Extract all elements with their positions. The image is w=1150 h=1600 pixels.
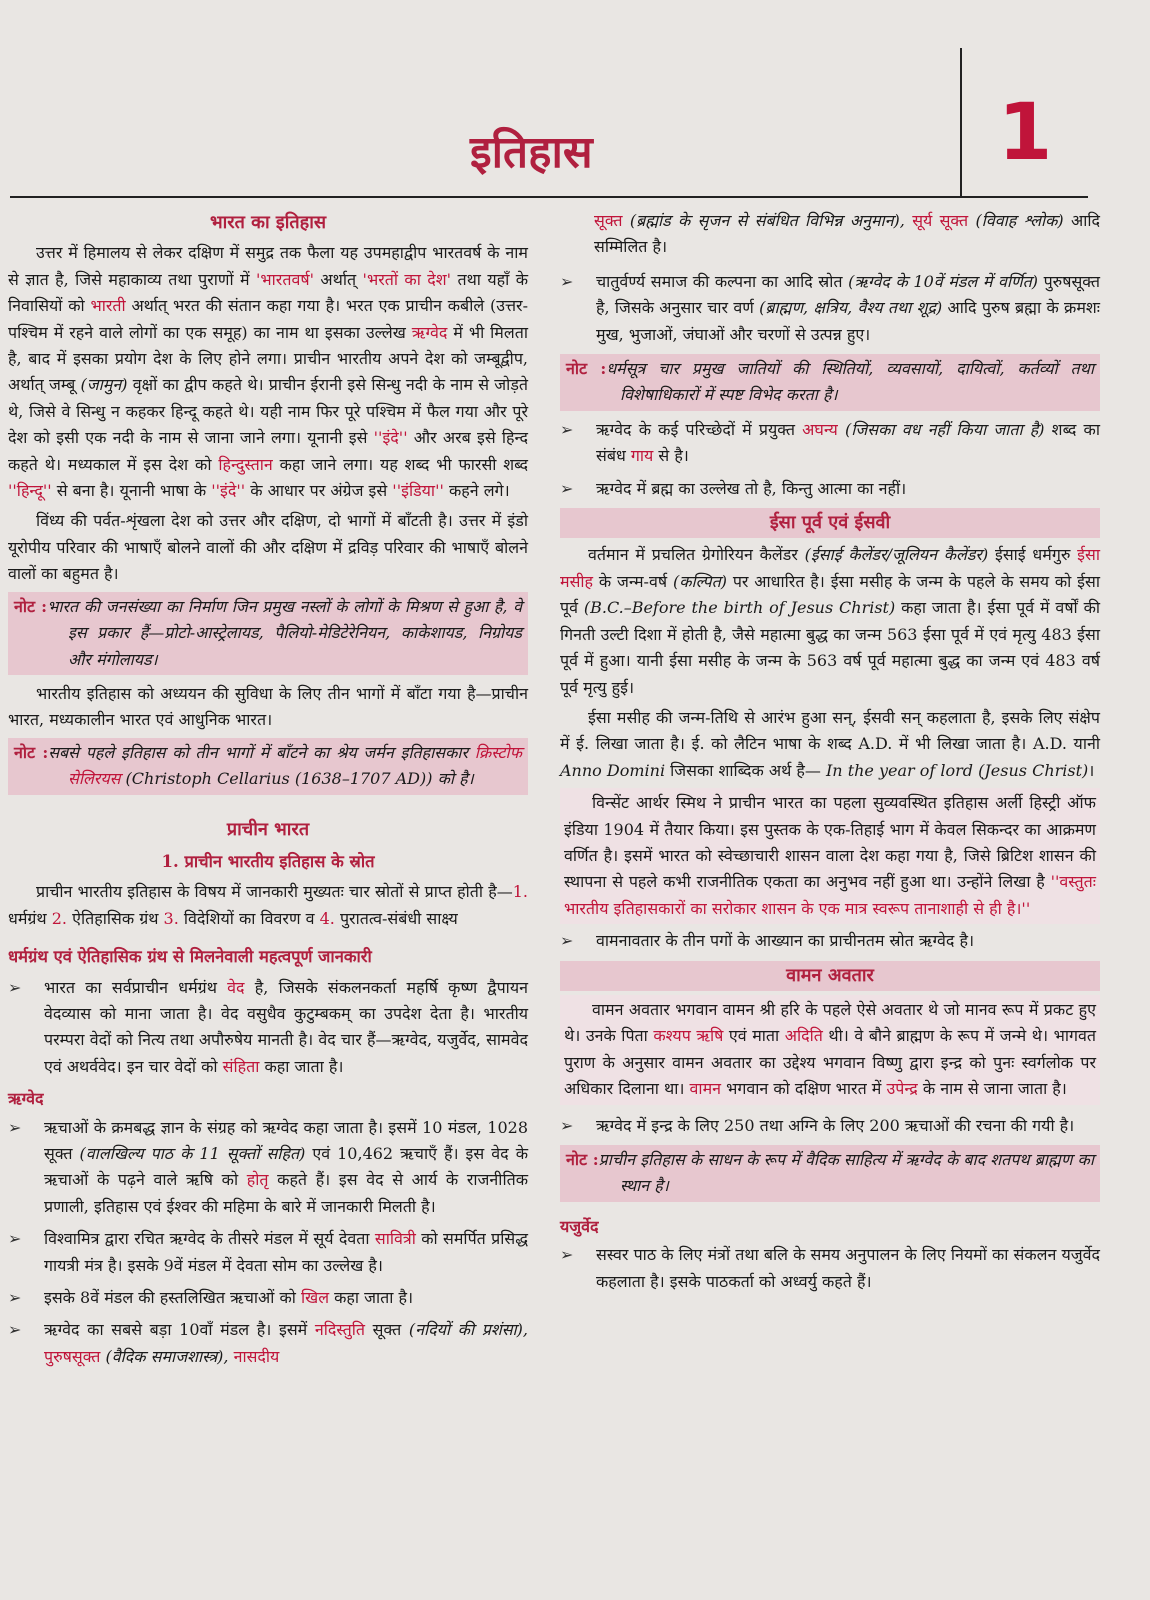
paragraph-three-parts: भारतीय इतिहास को अध्ययन की सुविधा के लिए तीन भागों में बाँटा गया है—प्राचीन भारत, मध्यकालीन भारत एवं आधुनिक भारत। <box>8 683 528 730</box>
subheading-rigveda: ऋग्वेद <box>8 1089 44 1109</box>
list-item: ➢ सस्वर पाठ के लिए मंत्रों तथा बलि के समय अनुपालन के लिए नियमों का संकलन यजुर्वेद कहलाता है। इसके पाठकर्ता को अध्वर्यु कहते हैं। <box>560 1242 1100 1295</box>
section-heading-bharat-ka-itihas: भारत का इतिहास <box>209 212 327 233</box>
list-item: ➢ ऋग्वेद का सबसे बड़ा 10वाँ मंडल है। इसमें नदिस्तुति सूक्त (नदियों की प्रशंसा), पुरुषसूक्त (वैदिक समाजशास्त्र), नासदीय <box>8 1317 528 1370</box>
arrow-bullet-icon: ➢ <box>560 1115 574 1135</box>
arrow-bullet-icon: ➢ <box>560 271 574 291</box>
section-heading-isa-purva: ईसा पूर्व एवं ईसवी <box>560 508 1100 538</box>
note-shatapatha: नोट :प्राचीन इतिहास के साधन के रूप में वैदिक साहित्य में ऋग्वेद के बाद शतपथ ब्राह्मण का स्थान है। <box>560 1145 1100 1202</box>
list-item: ➢ ऋचाओं के क्रमबद्ध ज्ञान के संग्रह को ऋग्वेद कहा जाता है। इसमें 10 मंडल, 1028 सूक्त (वालखिल्य पाठ के 11 सूक्तों सहित) एवं 10,462 ऋचाएँ हैं। इस वेद के ऋचाओं के पढ़ने वाले ऋषि को होतृ कहते हैं। इस वेद से आर्य के राजनीतिक प्रणाली, इतिहास एवं ईश्वर की महिमा के बारे में जानकारी मिलती है। <box>8 1115 528 1221</box>
paragraph-ad: ईसा मसीह की जन्म-तिथि से आरंभ हुआ सन्, ईसवी सन् कहलाता है, इसके लिए संक्षेप में ई. लिखा जाता है। ई. को लैटिन भाषा के शब्द A.D. में भी लिखा जाता है। A.D. यानी Anno Domini जिसका शाब्दिक अर्थ है— In the year of lord (Jesus Christ)। <box>560 707 1100 780</box>
section-heading-prachin-bharat: प्राचीन भारत <box>226 818 310 840</box>
list-item: ➢ वामनावतार के तीन पगों के आख्यान का प्राचीनतम स्रोत ऋग्वेद है। <box>560 928 1100 954</box>
note-label: नोट : <box>14 596 48 616</box>
subheading-yajurveda: यजुर्वेद <box>560 1216 599 1236</box>
list-item: ➢ विश्वामित्र द्वारा रचित ऋग्वेद के तीसरे मंडल में सूर्य देवता सावित्री को समर्पित प्रसिद्ध गायत्री मंत्र है। इसके 9वें मंडल में देवता सोम का उल्लेख है। <box>8 1226 528 1279</box>
list-item: ➢ ऋग्वेद के कई परिच्छेदों में प्रयुक्त अघन्य (जिसका वध नहीं किया जाता है) शब्द का संबंध गाय से है। <box>560 417 1100 470</box>
list-item: ➢ इसके 8वें मंडल की हस्तलिखित ऋचाओं को खिल कहा जाता है। <box>8 1285 528 1311</box>
chapter-title: इतिहास <box>470 127 593 178</box>
paragraph-intro: उत्तर में हिमालय से लेकर दक्षिण में समुद्र तक फैला यह उपमहाद्वीप भारतवर्ष के नाम से ज्ञात है, जिसे महाकाव्य तथा पुराणों में 'भारतवर्ष' अर्थात् 'भरतों का देश' तथा यहाँ के निवासियों को भारती अर्थात् भरत की संतान कहा गया है। भरत एक प्राचीन कबीले (उत्तर-पश्चिम में रहने वाले लोगों का एक समूह) का नाम था इसका उल्लेख ऋग्वेद में भी मिलता है, बाद में इसका प्रयोग देश के लिए होने लगा। प्राचीन भारतीय अपने देश को जम्बूद्वीप, अर्थात् जम्बू (जामुन) वृक्षों का द्वीप कहते थे। प्राचीन ईरानी इसे सिन्धु नदी के नाम से जोड़ते थे, जिसे वे सिन्धु न कहकर हिन्दू कहते थे। यही नाम फिर पूरे पश्चिम में फैल गया और पूरे देश को इसी एक नदी के नाम से जाना जाने लगा। यूनानी इसे ''इंदे'' और अरब इसे हिन्द कहते थे। मध्यकाल में इस देश को हिन्दुस्तान कहा जाने लगा। यह शब्द भी फारसी शब्द ''हिन्दू'' से बना है। यूनानी भाषा के ''इंदे'' के आधार पर अंग्रेज इसे ''इंडिया'' कहने लगे। <box>8 243 528 501</box>
note-dharmasutra: नोट :धर्मसूत्र चार प्रमुख जातियों की स्थितियों, व्यवसायों, दायित्वों, कर्तव्यों तथा विशेषाधिकारों में स्पष्ट विभेद करता है। <box>560 354 1100 411</box>
left-column <box>8 208 528 1376</box>
note-label: नोट : <box>566 1150 599 1169</box>
paragraph-vaman: वामन अवतार भगवान वामन श्री हरि के पहले ऐसे अवतार थे जो मानव रूप में प्रकट हुए थे। उनके पिता कश्यप ऋषि एवं माता अदिति थी। वे बौने ब्राह्मण के रूप में जन्मे थे। भागवत पुराण के अनुसार वामन अवतार का उद्देश्य भगवान विष्णु द्वारा इन्द्र को पुनः स्वर्गलोक पर अधिकार दिलाना था। वामन भगवान को दक्षिण भारत में उपेन्द्र के नाम से जाना जाता है। <box>560 995 1100 1105</box>
chapter-number: 1 <box>998 88 1053 178</box>
arrow-bullet-icon: ➢ <box>560 931 574 951</box>
paragraph-sources: प्राचीन भारतीय इतिहास के विषय में जानकारी मुख्यतः चार स्रोतों से प्राप्त होती है—1. धर्मग्रंथ 2. ऐतिहासिक ग्रंथ 3. विदेशियों का विवरण व 4. पुरातत्व-संबंधी साक्ष्य <box>8 882 528 928</box>
note-cellarius: नोट :सबसे पहले इतिहास को तीन भागों में बाँटने का श्रेय जर्मन इतिहासकार क्रिस्टोफ सेलिरयस (Christoph Cellarius (1638–1707 AD)) को है। <box>8 738 528 795</box>
header-divider-vertical <box>960 48 962 198</box>
arrow-bullet-icon: ➢ <box>8 1117 22 1137</box>
note-population: नोट :भारत की जनसंख्या का निर्माण जिन प्रमुख नस्लों के लोगों के मिश्रण से हुआ है, वे इस प्रकार हैं—प्रोटो-आस्ट्रेलायड, पैलियो-मेडिटेरेनियन, काकेशायड, निग्रोयड और मंगोलायड। <box>8 592 528 675</box>
list-item: ➢ भारत का सर्वप्राचीन धर्मग्रंथ वेद है, जिसके संकलनकर्ता महर्षि कृष्ण द्वैपायन वेदव्यास को माना जाता है। वेद वसुधैव कुटुम्बकम् का उपदेश देता है। भारतीय परम्परा वेदों को नित्य तथा अपौरुषेय मानती है। वेद चार हैं—ऋग्वेद, यजुर्वेद, सामवेद एवं अथर्ववेद। इन चार वेदों को संहिता कहा जाता है। <box>8 975 528 1081</box>
paragraph-vindhya: विंध्य की पर्वत-शृंखला देश को उत्तर और दक्षिण, दो भागों में बाँटती है। उत्तर में इंडो यूरोपीय परिवार की भाषाएँ बोलने वालों की और दक्षिण में द्रविड़ परिवार की भाषाएँ बोलने वालों का बहुमत है। <box>8 511 528 584</box>
arrow-bullet-icon: ➢ <box>560 1245 574 1265</box>
note-label: नोट : <box>566 359 607 379</box>
arrow-bullet-icon: ➢ <box>8 1288 22 1308</box>
list-item: ➢ ऋग्वेद में इन्द्र के लिए 250 तथा अग्नि के लिए 200 ऋचाओं की रचना की गयी है। <box>560 1113 1100 1139</box>
arrow-bullet-icon: ➢ <box>8 977 22 997</box>
header-divider-horizontal <box>10 196 1088 198</box>
continued-text: सूक्त (ब्रह्मांड के सृजन से संबंधित विभिन्न अनुमान), सूर्य सूक्त (विवाह श्लोक) आदि सम्मिलित है। <box>594 211 1100 257</box>
right-column <box>560 208 1100 1301</box>
subheading-sources: 1. प्राचीन भारतीय इतिहास के स्रोत <box>161 851 375 871</box>
arrow-bullet-icon: ➢ <box>8 1229 22 1249</box>
list-item: ➢ ऋग्वेद में ब्रह्म का उल्लेख तो है, किन्तु आत्मा का नहीं। <box>560 476 1100 502</box>
paragraph-vincent-smith: विन्सेंट आर्थर स्मिथ ने प्राचीन भारत का पहला सुव्यवस्थित इतिहास अर्ली हिस्ट्री ऑफ इंडिया 1904 में तैयार किया। इस पुस्तक के एक-तिहाई भाग में केवल सिकन्दर का आक्रमण वर्णित है। इसमें भारत को स्वेच्छाचारी शासन वाला देश कहा गया है, जिसे ब्रिटिश शासन की स्थापना से पहले कभी राजनीतिक एकता का अनुभव नहीं हुआ था। उन्होंने लिखा है ''वस्तुतः भारतीय इतिहासकारों का सरोकार शासन के एक मात्र स्वरूप तानाशाही से ही है।'' <box>560 788 1100 924</box>
section-heading-vaman-avatar: वामन अवतार <box>560 961 1100 991</box>
arrow-bullet-icon: ➢ <box>560 478 574 498</box>
subheading-dharmagranth: धर्मग्रंथ एवं ऐतिहासिक ग्रंथ से मिलनेवाली महत्वपूर्ण जानकारी <box>8 947 372 967</box>
arrow-bullet-icon: ➢ <box>560 419 574 439</box>
arrow-bullet-icon: ➢ <box>8 1320 22 1340</box>
list-item: ➢ चातुर्वर्ण्य समाज की कल्पना का आदि स्रोत (ऋग्वेद के 10वें मंडल में वर्णित) पुरुषसूक्त है, जिसके अनुसार चार वर्ण (ब्राह्मण, क्षत्रिय, वैश्य तथा शूद्र) आदि पुरुष ब्रह्मा के क्रमशः मुख, भुजाओं, जंघाओं और चरणों से उत्पन्न हुए। <box>560 269 1100 348</box>
paragraph-calendar: वर्तमान में प्रचलित ग्रेगोरियन कैलेंडर (ईसाई कैलेंडर/जूलियन कैलेंडर) ईसाई धर्मगुरु ईसा मसीह के जन्म-वर्ष (कल्पित) पर आधारित है। ईसा मसीह के जन्म के पहले के समय को ईसा पूर्व (B.C.–Before the birth of Jesus Christ) कहा जाता है। ईसा पूर्व में वर्षों की गिनती उल्टी दिशा में होती है, जैसे महात्मा बुद्ध का जन्म 563 ईसा पूर्व में एवं मृत्यु 483 ईसा पूर्व में हुआ। यानी ईसा मसीह के जन्म के 563 वर्ष पूर्व महात्मा बुद्ध का जन्म एवं 483 वर्ष पूर्व मृत्यु हुई। <box>560 545 1101 697</box>
note-label: नोट : <box>14 742 49 762</box>
